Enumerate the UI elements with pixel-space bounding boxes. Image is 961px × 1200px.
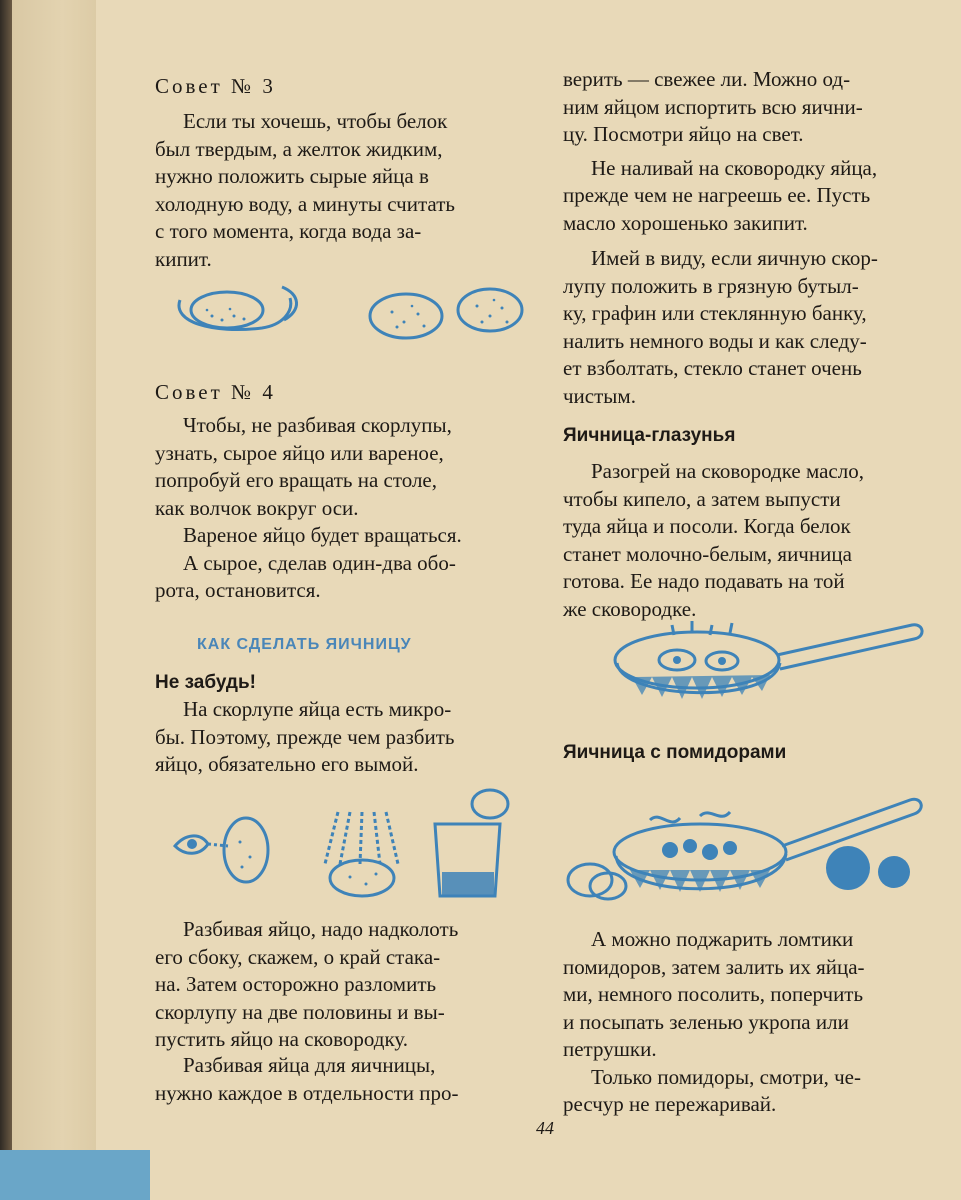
text-line: налить немного воды и как следу- — [563, 328, 867, 353]
page-number: 44 — [536, 1118, 554, 1138]
text-line: Только помидоры, смотри, че- — [591, 1064, 861, 1089]
text-line: холодную воду, а минуты считать — [155, 191, 455, 216]
text-line: на. Затем осторожно разломить — [155, 972, 437, 996]
text-line: пустить яйцо на сковородку. — [155, 1027, 409, 1051]
tomato-icon — [826, 846, 910, 890]
text-line: Разогрей на сковородке масло, — [591, 459, 864, 483]
text-line: попробуй его вращать на столе, — [155, 468, 438, 492]
egg-check-illustration — [170, 782, 530, 900]
text-line: Не наливай на сковородку яйца, — [591, 155, 878, 180]
text-line: с того момента, когда вода за- — [155, 219, 422, 243]
sovet-3-text — [155, 108, 535, 273]
right-top-text — [563, 66, 943, 410]
frying-pan-tomatoes-icon — [560, 790, 930, 910]
text-line: же сковородке. — [563, 596, 697, 621]
text-line: кипит. — [155, 246, 212, 271]
ne-zabud-heading: Не забудь! — [155, 672, 256, 693]
text-line: Чтобы, не разбивая скорлупы, — [183, 413, 452, 437]
text-line: лупу положить в грязную бутыл- — [563, 273, 859, 298]
text-line: прежде чем не нагреешь ее. Пусть — [563, 183, 871, 207]
check-egg-text — [155, 1052, 535, 1107]
eye-icon — [175, 836, 228, 853]
text-line: ним яйцом испортить всю яични- — [563, 94, 863, 119]
boiling-egg-icon — [172, 282, 542, 352]
text-line: его сбоку, скажем, о край стака- — [155, 944, 441, 969]
text-line: Если ты хочешь, чтобы белок — [183, 109, 448, 133]
text-line: А сырое, сделав один-два обо- — [183, 550, 456, 575]
cover-corner — [0, 1150, 150, 1200]
text-line: бы. Поэтому, прежде чем разбить — [155, 724, 455, 749]
break-egg-text — [155, 916, 535, 1054]
text-line: Разбивая яйцо, надо надколоть — [183, 917, 459, 941]
text-line: ресчур не пережаривай. — [563, 1092, 777, 1116]
text-line: скорлупу на две половины и вы- — [155, 999, 445, 1024]
text-line: ет взболтать, стекло станет очень — [563, 356, 862, 380]
glass-with-egg-icon — [435, 790, 508, 896]
text-line: Разбивая яйца для яичницы, — [183, 1053, 436, 1077]
sovet-3-heading: Совет № 3 — [155, 74, 276, 98]
text-line: был твердым, а желток жидким, — [155, 136, 443, 161]
text-line: нужно положить сырые яйца в — [155, 164, 429, 188]
text-line: ми, немного посолить, поперчить — [563, 982, 864, 1006]
pomidory-heading: Яичница с помидорами — [563, 742, 787, 763]
glazunya-text — [563, 458, 943, 623]
text-line: Имей в виду, если яичную скор- — [591, 246, 878, 270]
frying-pan-eggs-icon — [612, 615, 932, 710]
text-line: узнать, сырое яйцо или вареное, — [155, 440, 444, 465]
ne-zabud-text — [155, 696, 535, 779]
glazunya-heading: Яичница-глазунья — [563, 425, 736, 446]
text-line: цу. Посмотри яйцо на свет. — [563, 122, 804, 146]
pomidory-text — [563, 926, 943, 1119]
text-line: На скорлупе яйца есть микро- — [183, 697, 452, 721]
text-line: станет молочно-белым, яичница — [563, 541, 852, 566]
section-title: КАК СДЕЛАТЬ ЯИЧНИЦУ — [197, 636, 412, 653]
text-line: рота, остановится. — [155, 578, 321, 602]
book-spine-shadow — [0, 0, 12, 1200]
text-line: верить — свежее ли. Можно од- — [563, 67, 851, 91]
egg-under-light-icon — [325, 812, 398, 896]
text-line: готова. Ее надо подавать на той — [563, 569, 845, 593]
text-line: нужно каждое в отдельности про- — [155, 1080, 459, 1105]
page-edges — [12, 0, 96, 1200]
text-line: петрушки. — [563, 1037, 657, 1061]
text-line: и посыпать зеленью укропа или — [563, 1009, 849, 1034]
text-line: ку, графин или стеклянную банку, — [563, 301, 867, 325]
text-line: туда яйца и посоли. Когда белок — [563, 514, 851, 538]
text-line: Вареное яйцо будет вращаться. — [183, 523, 462, 547]
text-line: как волчок вокруг оси. — [155, 495, 359, 520]
text-line: чистым. — [563, 383, 636, 408]
text-line: яйцо, обязательно его вымой. — [155, 752, 419, 776]
sovet-4-heading: Совет № 4 — [155, 380, 276, 404]
text-line: чтобы кипело, а затем выпусти — [563, 486, 841, 511]
text-line: масло хорошенько закипит. — [563, 210, 808, 235]
text-line: А можно поджарить ломтики — [591, 927, 854, 951]
sovet-4-text — [155, 412, 535, 605]
text-line: помидоров, затем залить их яйца- — [563, 954, 865, 979]
